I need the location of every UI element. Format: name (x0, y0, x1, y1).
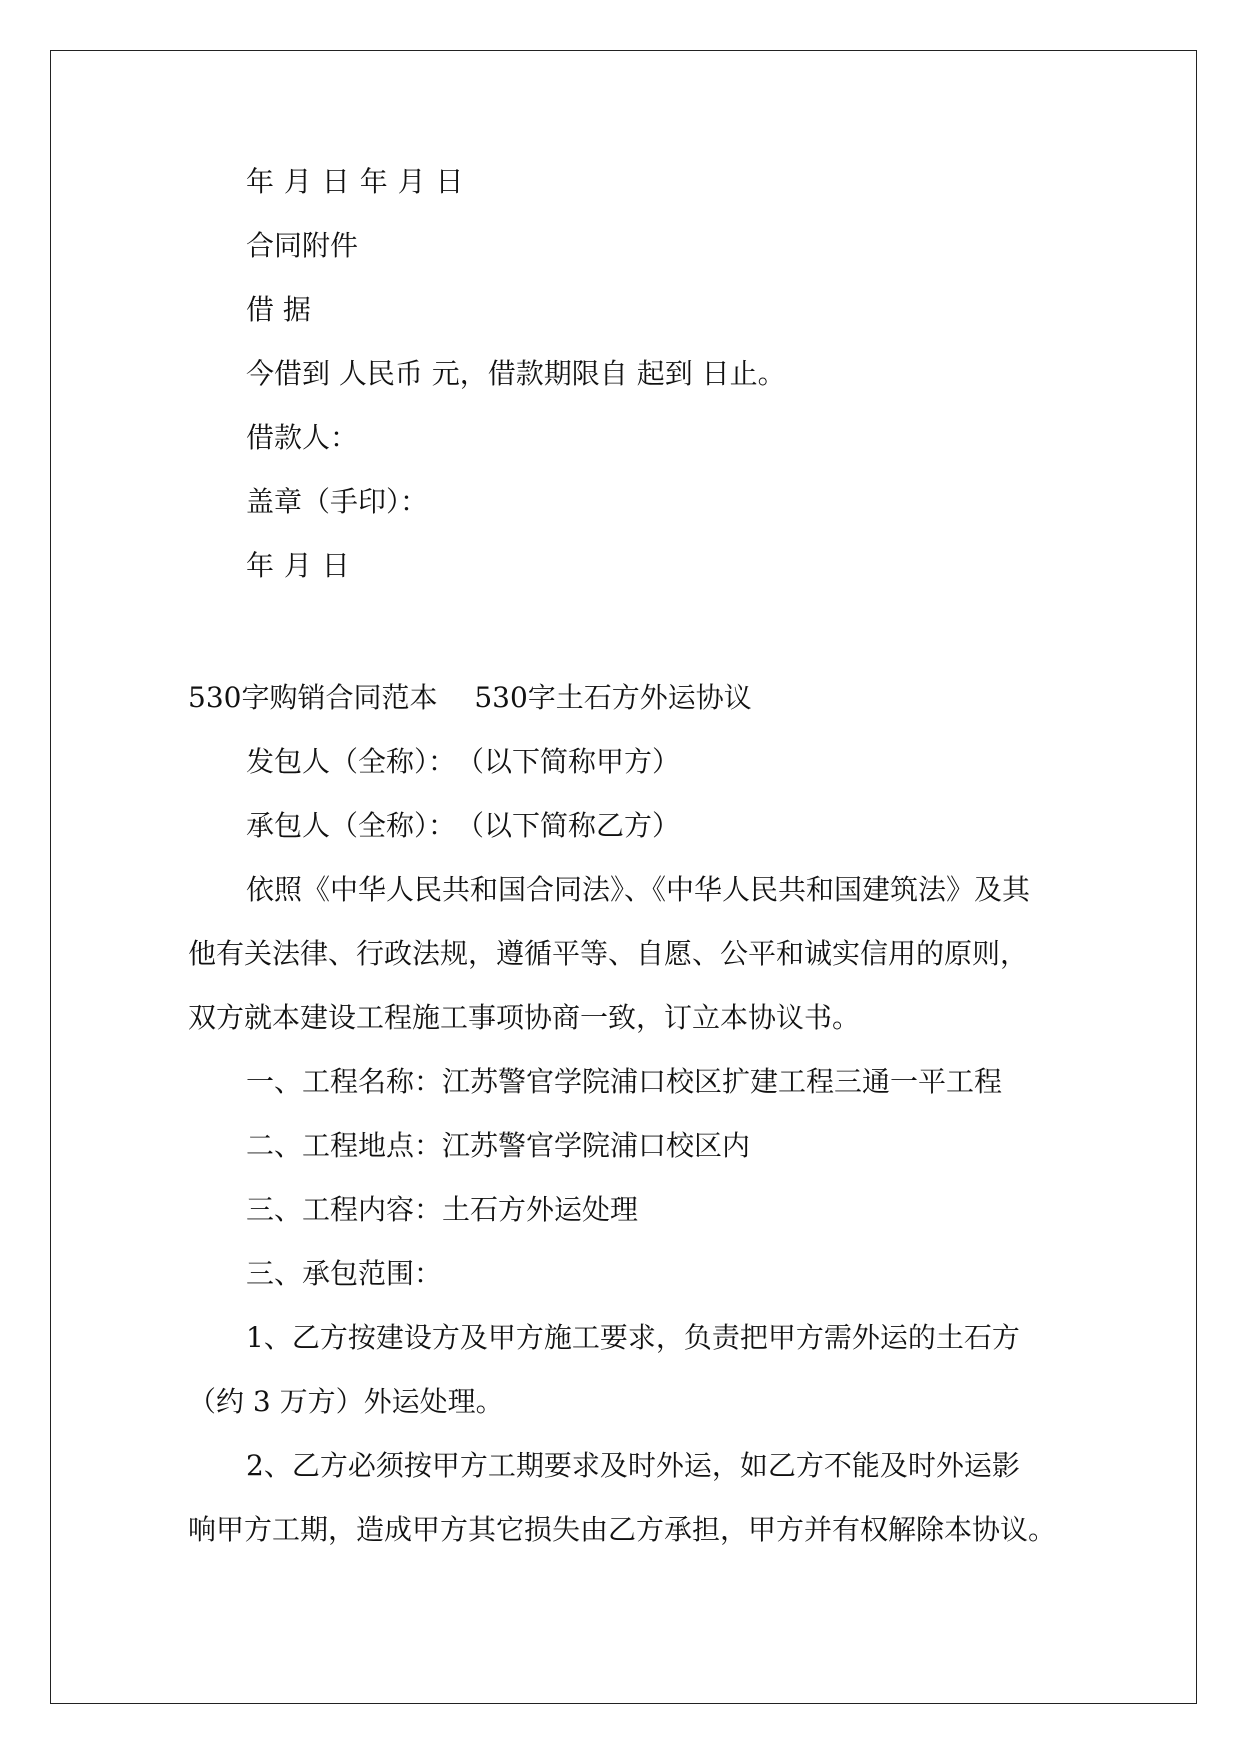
document-title: 530字购销合同范本 530字土石方外运协议 (188, 681, 752, 714)
employer-line: 发包人（全称）： （以下简称甲方） (246, 745, 681, 778)
scope-item-1-line: 1、乙方按建设方及甲方施工要求，负责把甲方需外运的土石方 (246, 1321, 1020, 1354)
clause-project-name: 一、工程名称：江苏警官学院浦口校区扩建工程三通一平工程 (246, 1065, 1003, 1098)
preamble-line: 他有关法律、行政法规，遵循平等、自愿、公平和诚实信用的原则， (188, 937, 1029, 970)
seal-label: 盖章（手印）： (246, 485, 429, 518)
clause-scope-heading: 三、承包范围： (246, 1257, 443, 1290)
scope-item-2-line: 响甲方工期，造成甲方其它损失由乙方承担，甲方并有权解除本协议。 (188, 1513, 1057, 1546)
receipt-body: 今借到 人民币 元，借款期限自 起到 日止。 (246, 357, 786, 390)
attachment-heading: 合同附件 (246, 229, 359, 262)
clause-project-location: 二、工程地点：江苏警官学院浦口校区内 (246, 1129, 751, 1162)
preamble-line: 依照《中华人民共和国合同法》、《中华人民共和国建筑法》及其 (246, 873, 1031, 906)
contractor-line: 承包人（全称）： （以下简称乙方） (246, 809, 681, 842)
signature-dates: 年 月 日 年 月 日 (246, 165, 465, 198)
receipt-date-line: 年 月 日 (246, 549, 351, 582)
receipt-title: 借 据 (246, 293, 311, 326)
scope-item-1-line: （约 3 万方）外运处理。 (188, 1385, 504, 1418)
clause-project-content: 三、工程内容：土石方外运处理 (246, 1193, 639, 1226)
preamble-line: 双方就本建设工程施工事项协商一致，订立本协议书。 (188, 1001, 861, 1034)
borrower-label: 借款人： (246, 421, 359, 454)
scope-item-2-line: 2、乙方必须按甲方工期要求及时外运，如乙方不能及时外运影 (246, 1449, 1020, 1482)
